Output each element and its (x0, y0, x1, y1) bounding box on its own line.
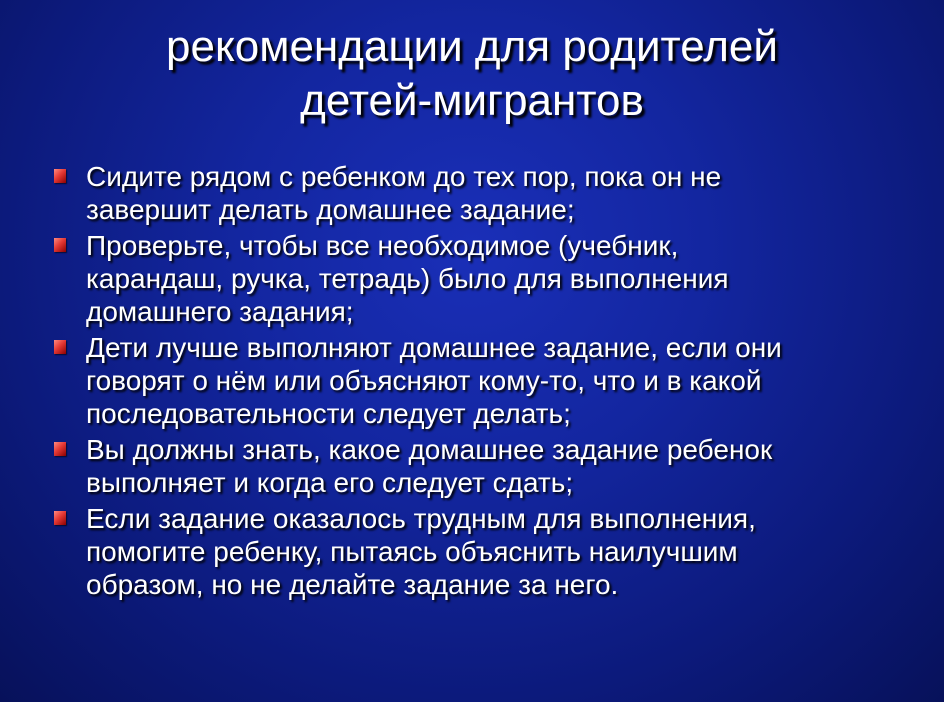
red-square-bullet-icon (54, 238, 66, 252)
slide-title (0, 20, 944, 128)
red-square-bullet-icon (54, 442, 66, 456)
title-line-1: рекомендации для родителей (166, 22, 778, 71)
bullet-item (48, 502, 908, 601)
bullet-item (48, 433, 908, 499)
bullet-item (48, 160, 908, 226)
bullet-item (48, 331, 908, 430)
bullet-item (48, 229, 908, 328)
red-square-bullet-icon (54, 340, 66, 354)
red-square-bullet-icon (54, 169, 66, 183)
bullet-text: Вы должны знать, какое домашнее задание ребенок выполняет и когда его следует сдать; (86, 434, 773, 498)
title-line-2: детей-мигрантов (300, 76, 644, 125)
bullet-text: Если задание оказалось трудным для выполнения, помогите ребенку, пытаясь объяснить наилучшим образом, но не делайте задание за него. (86, 503, 756, 600)
bullet-text: Сидите рядом с ребенком до тех пор, пока он не завершит делать домашнее задание; (86, 161, 722, 225)
bullet-list (48, 160, 908, 604)
bullet-text: Дети лучше выполняют домашнее задание, если они говорят о нём или объясняют кому-то, что и в какой последовательности следует делать; (86, 332, 782, 429)
red-square-bullet-icon (54, 511, 66, 525)
bullet-text: Проверьте, чтобы все необходимое (учебник, карандаш, ручка, тетрадь) было для выполнения домашнего задания; (86, 230, 729, 327)
